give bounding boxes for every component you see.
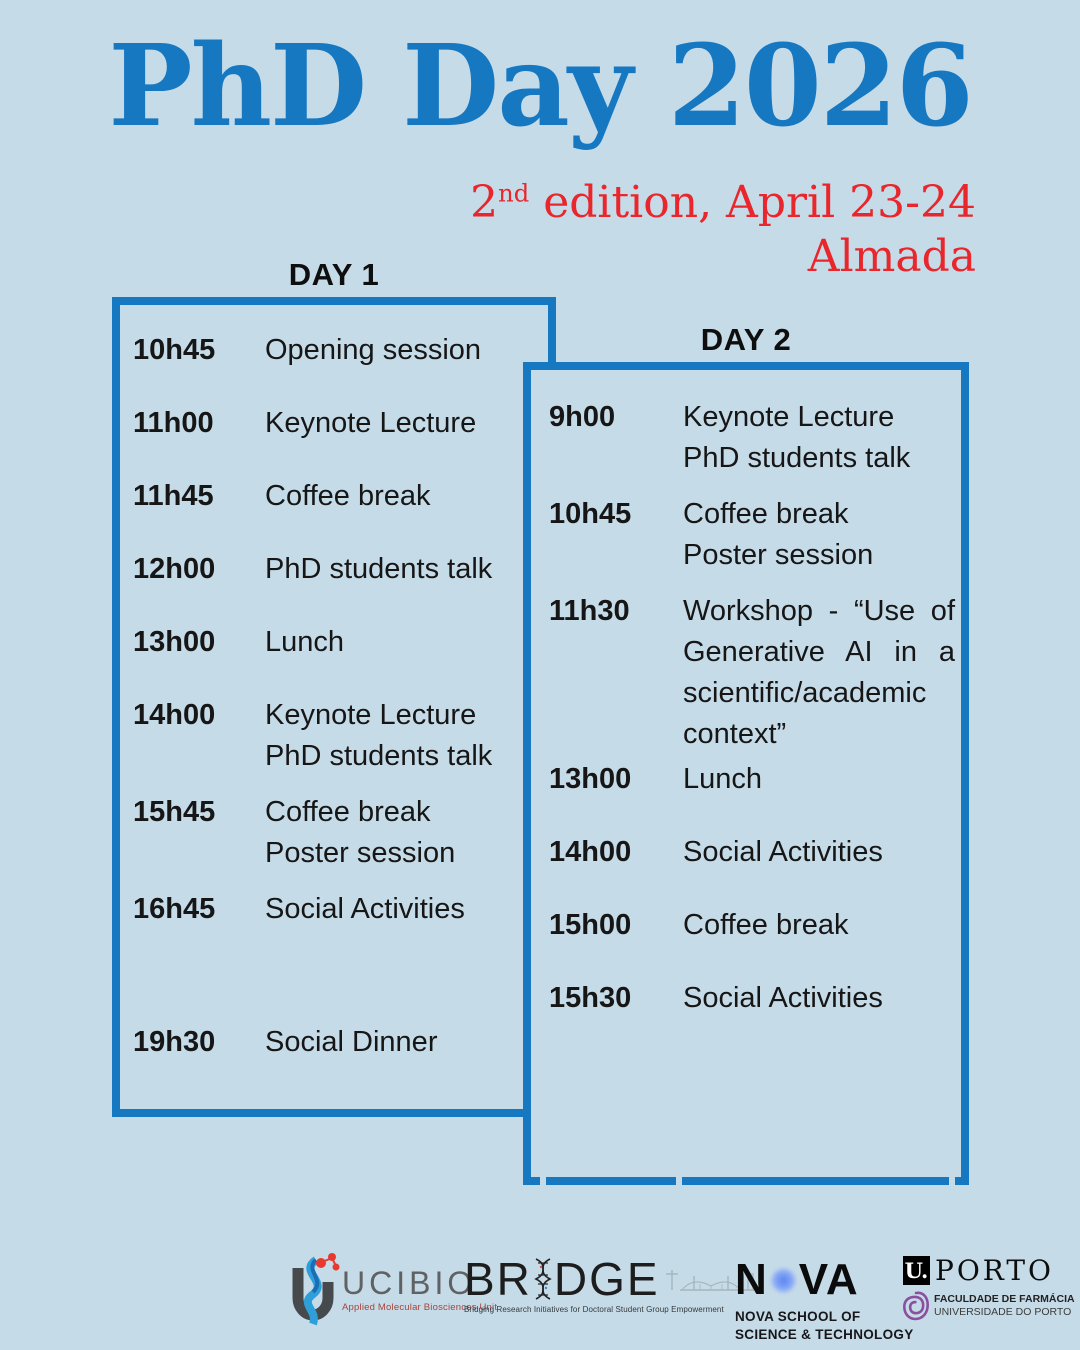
schedule-row [133,330,548,371]
schedule-row [549,832,961,873]
row-time: 15h30 [549,982,632,1014]
row-time: 14h00 [133,699,216,731]
schedule-row [133,889,548,930]
uporto-faculty-line: FACULDADE DE FARMÁCIA [934,1292,1075,1305]
schedule-row [133,622,548,663]
row-activity: Social Dinner [265,1026,438,1058]
ucibio-icon [286,1252,340,1328]
row-time: 15h00 [549,909,632,941]
row-time: 9h00 [549,401,616,433]
edition-number: 2 [470,177,499,228]
day1-schedule-box [112,297,556,1117]
row-activity: Social Activities [683,982,883,1014]
row-time: 10h45 [549,498,632,530]
edition-ordinal: nd [498,179,530,208]
schedule-row [549,494,961,576]
row-time: 11h00 [133,407,214,439]
uporto-porto-text: PORTO [935,1254,1055,1287]
bridge-logo [464,1253,758,1314]
schedule-row [133,1022,548,1063]
row-activity: Opening session [265,334,482,366]
day1-header: DAY 1 [288,257,380,292]
bridge-tagline: Bridging Research Initiatives for Doctoral Student Group Empowerment [464,1305,724,1314]
uporto-faculty-text [934,1293,1075,1319]
row-activity: Coffee break Poster session [683,498,874,571]
day2-schedule-box [523,362,969,1185]
row-activity: Keynote Lecture [265,407,477,439]
schedule-row [133,695,548,777]
row-activity: Social Activities [265,893,465,925]
schedule-row [549,978,961,1019]
uporto-wordmark [903,1254,1075,1287]
schedule-row [133,792,548,874]
row-activity: Coffee break [265,480,431,512]
uporto-faculty-block [903,1291,1075,1321]
row-activity: Social Activities [683,836,883,868]
schedule-row [549,397,961,479]
nova-school-line2: SCIENCE & TECHNOLOGY [735,1326,914,1342]
row-activity: Keynote Lecture PhD students talk [683,401,911,474]
row-time: 19h30 [133,1026,216,1058]
row-activity: Keynote Lecture PhD students talk [265,699,493,772]
nova-letters-va: VA [798,1255,859,1304]
row-time: 14h00 [549,836,632,868]
row-activity: PhD students talk [265,553,493,585]
edition-date: edition, April 23-24 [529,177,976,228]
nova-logo [735,1255,914,1343]
nova-school-text [735,1308,914,1343]
ucibio-name: UCIBIO [342,1265,477,1301]
uporto-university-line: UNIVERSIDADE DO PORTO [934,1306,1072,1318]
schedule-row [549,905,961,946]
row-time: 15h45 [133,796,216,828]
nova-letter-n: N [735,1255,768,1304]
row-time: 11h45 [133,480,214,512]
schedule-row [133,403,548,444]
row-time: 12h00 [133,553,216,585]
uporto-spiral-icon [903,1291,929,1321]
row-activity: Workshop - “Use of Generative AI in a scientific/academic context” [683,595,955,750]
border-gap [676,1177,682,1185]
subtitle-edition-line [470,176,976,230]
day2-header: DAY 2 [700,322,792,357]
row-activity: Coffee break [683,909,849,941]
schedule-row [133,476,548,517]
row-time: 16h45 [133,893,216,925]
subtitle-location: Almada [807,230,976,282]
nova-dot-icon [770,1267,797,1294]
nova-school-line1: NOVA SCHOOL OF [735,1309,861,1324]
row-time: 11h30 [549,595,630,627]
day1-schedule [120,305,548,1109]
bridge-letters-post: DGE [553,1253,660,1305]
uporto-logo [903,1254,1075,1321]
row-time: 13h00 [549,763,632,795]
partner-logos [0,1248,1080,1348]
nova-wordmark [735,1255,914,1304]
row-time: 13h00 [133,626,216,658]
bridge-letters-pre: BR [464,1253,532,1305]
schedule-row [549,591,961,755]
bridge-wordmark [464,1253,758,1305]
row-activity: Lunch [683,763,763,795]
schedule-row [549,759,961,800]
border-gap [540,1177,546,1185]
ucibio-tagline: Applied Molecular Biosciences Unit [342,1302,498,1313]
border-gap [949,1177,955,1185]
row-time: 10h45 [133,334,216,366]
schedule-row [133,549,548,590]
day2-schedule [531,370,961,1177]
page-title: PhD Day 2026 [108,21,972,152]
dna-helix-icon [533,1257,553,1301]
uporto-u-square: U. [904,1258,929,1283]
row-activity: Lunch [265,626,345,658]
row-activity: Coffee break Poster session [265,796,456,869]
